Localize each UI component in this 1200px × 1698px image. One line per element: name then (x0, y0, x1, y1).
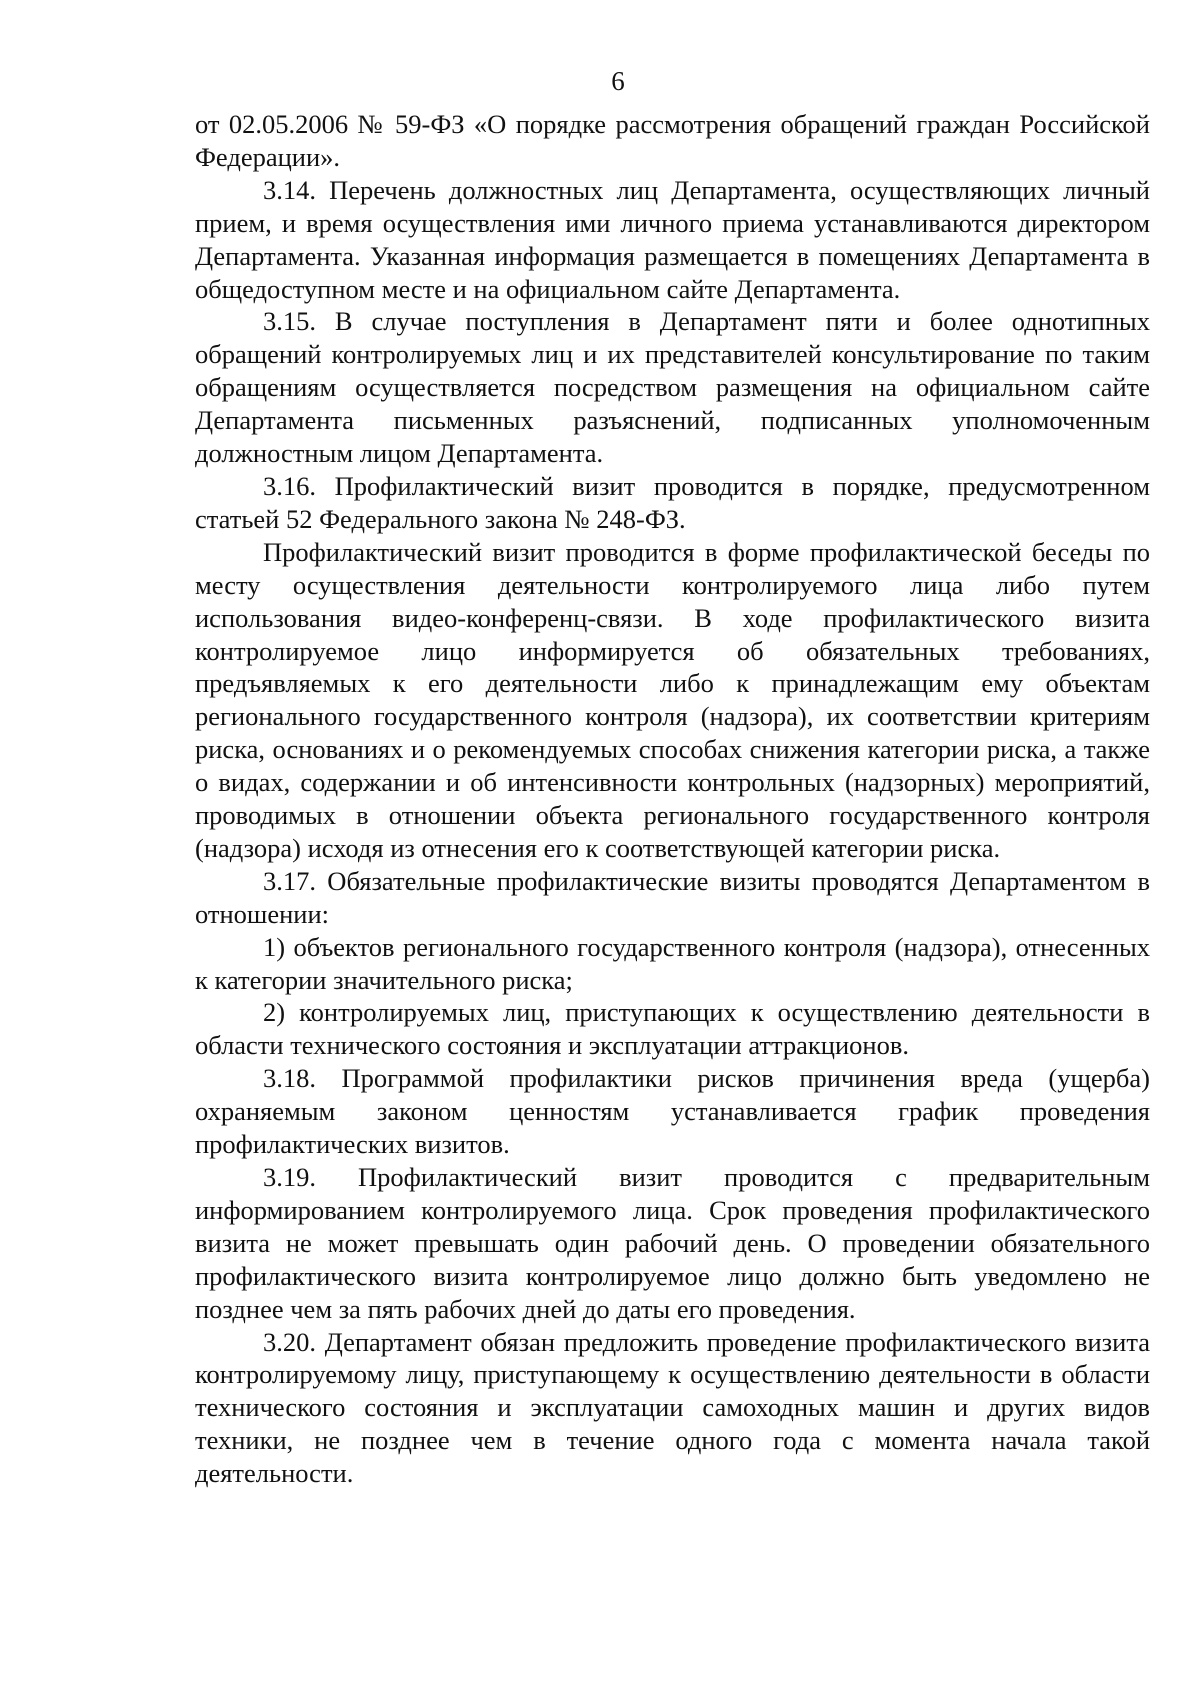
paragraph-3-17: 3.17. Обязательные профилактические визиты проводятся Департаментом в отношении: (195, 865, 1150, 929)
paragraph-3-16: 3.16. Профилактический визит проводится в порядке, предусмотренном статьей 52 Федерального закона № 248-ФЗ. (195, 470, 1150, 534)
document-body (195, 108, 1150, 1490)
list-item-2: 2) контролируемых лиц, приступающих к осуществлению деятельности в области технического состояния и эксплуатации аттракционов. (195, 997, 1150, 1061)
paragraph-3-20: 3.20. Департамент обязан предложить проведение профилактического визита контролируемому лицу, приступающему к осуществлению деятельности в области технического состояния и эксплуатации самоходных машин и других видов техники, не позднее чем в течение одного года с момента начала такой деятельности. (195, 1326, 1150, 1489)
paragraph-3-15: 3.15. В случае поступления в Департамент пяти и более однотипных обращений контролируемых лиц и их представителей консультирование по таким обращениям осуществляется посредством размещения на официальном сайте Департамента письменных разъяснений, подписанных уполномоченным должностным лицом Департамента. (195, 306, 1150, 469)
paragraph-visit-form: Профилактический визит проводится в форме профилактической беседы по месту осуществления деятельности контролируемого лица либо путем использования видео-конференц-связи. В ходе профилактического визита контролируемое лицо информируется об обязательных требованиях, предъявляемых к его деятельности либо к принадлежащим ему объектам регионального государственного контроля (надзора), их соответствии критериям риска, основаниях и о рекомендуемых способах снижения категории риска, а также о видах, содержании и об интенсивности контрольных (надзорных) мероприятий, проводимых в отношении объекта регионального государственного контроля (надзора) исходя из отнесения его к соответствующей категории риска. (195, 536, 1150, 863)
list-item-1: 1) объектов регионального государственного контроля (надзора), отнесенных к категории значительного риска; (195, 931, 1150, 995)
page-number: 6 (611, 66, 625, 96)
paragraph-continuation: от 02.05.2006 № 59-ФЗ «О порядке рассмотрения обращений граждан Российской Федерации». (195, 109, 1150, 172)
paragraph-3-14: 3.14. Перечень должностных лиц Департамента, осуществляющих личный прием, и время осуществления ими личного приема устанавливаются директором Департамента. Указанная информация размещается в помещениях Департамента в общедоступном месте и на официальном сайте Департамента. (195, 174, 1150, 304)
paragraph-3-19: 3.19. Профилактический визит проводится с предварительным информированием контролируемого лица. Срок проведения профилактического визита не может превышать один рабочий день. О проведении обязательного профилактического визита контролируемое лицо должно быть уведомлено не позднее чем за пять рабочих дней до даты его проведения. (195, 1162, 1150, 1324)
paragraph-3-18: 3.18. Программой профилактики рисков причинения вреда (ущерба) охраняемым законом ценностям устанавливается график проведения профилактических визитов. (195, 1063, 1150, 1160)
